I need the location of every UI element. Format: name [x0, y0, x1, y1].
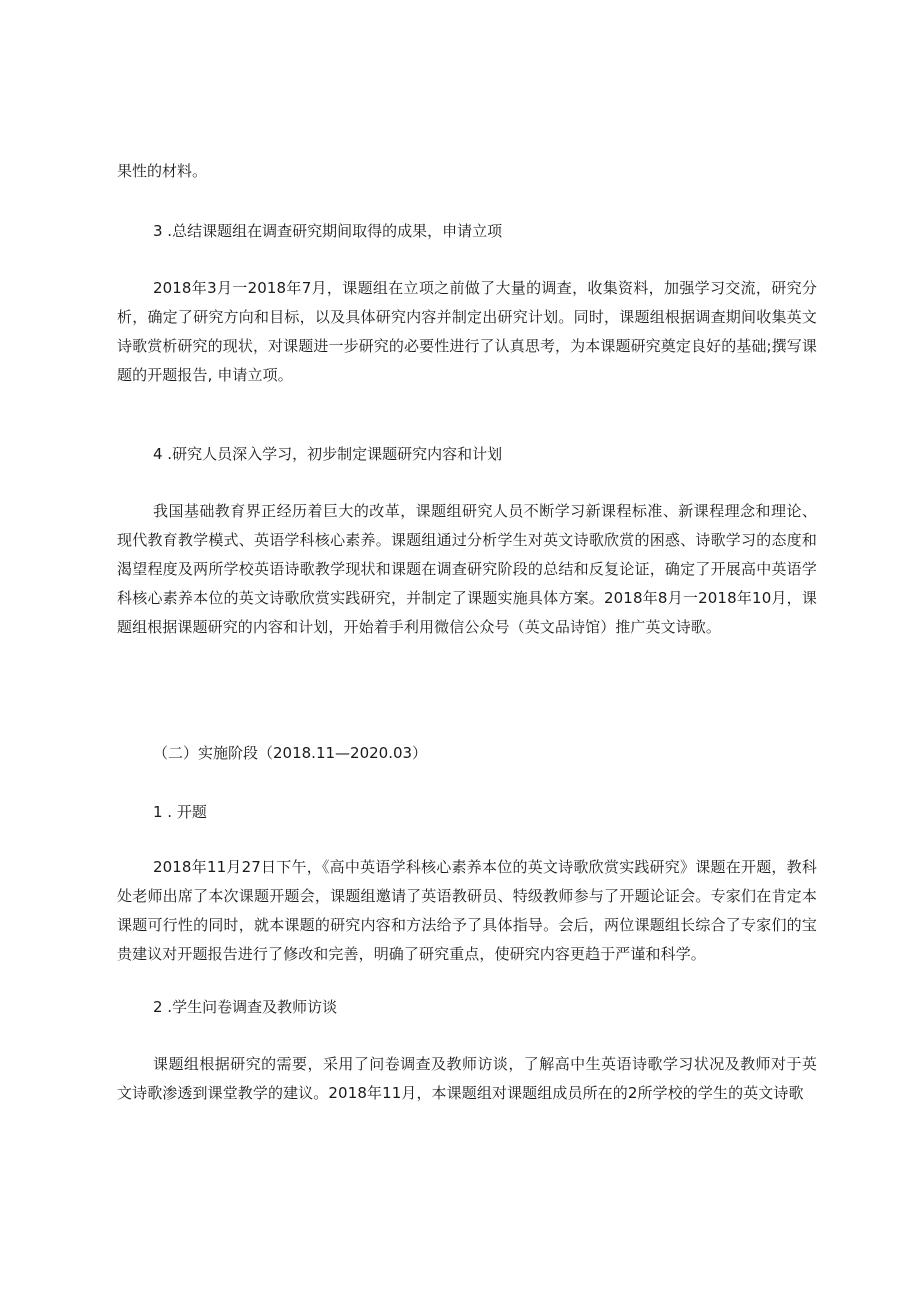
- paragraph-opening-meeting: 2018年11月27日下午，《高中英语学科核心素养本位的英文诗歌欣赏实践研究》课题在开题，教科处老师出席了本次课题开题会，课题组邀请了英语教研员、特级教师参与了开题论证会。专家们在肯定本课题可行性的同时，就本课题的研究内容和方法给予了具体指导。会后，两位课题组长综合了专家们的宝贵建议对开题报告进行了修改和完善，明确了研究重点，使研究内容更趋于严谨和科学。: [117, 858, 817, 963]
- paragraph-continuation: 果性的材料。: [117, 162, 208, 180]
- heading-4-study-plan: 4 .研究人员深入学习，初步制定课题研究内容和计划: [153, 445, 503, 463]
- paragraph-research-background: 我国基础教育界正经历着巨大的改革，课题组研究人员不断学习新课程标准、新课程理念和理论、现代教育教学模式、英语学科核心素养。课题组通过分析学生对英文诗歌欣赏的困惑、诗歌学习的态度和渴望程度及两所学校英语诗歌教学现状和课题在调查研究阶段的总结和反复论证，确定了开展高中英语学科核心素养本位的英文诗歌欣赏实践研究，并制定了课题实施具体方案。2018年8月一2018年10月，课题组根据课题研究的内容和计划，开始着手利用微信公众号（英文品诗馆）推广英文诗歌。: [117, 502, 817, 636]
- section-heading-implementation: （二）实施阶段（2018.11—2020.03）: [153, 744, 428, 762]
- heading-3-summarize-results: 3 .总结课题组在调查研究期间取得的成果，申请立项: [153, 222, 503, 240]
- heading-2-survey: 2 .学生问卷调查及教师访谈: [153, 998, 338, 1016]
- paragraph-survey: 课题组根据研究的需要，采用了问卷调查及教师访谈，了解高中生英语诗歌学习状况及教师对于英文诗歌渗透到课堂教学的建议。2018年11月，本课题组对课题组成员所在的2所学校的学生的英文诗歌: [117, 1055, 817, 1102]
- heading-1-opening: 1 . 开题: [153, 803, 207, 821]
- paragraph-preparation: 2018年3月一2018年7月，课题组在立项之前做了大量的调查，收集资料，加强学习交流，研究分析，确定了研究方向和目标，以及具体研究内容并制定出研究计划。同时，课题组根据调查期间收集英文诗歌赏析研究的现状，对课题进一步研究的必要性进行了认真思考，为本课题研究奠定良好的基础;撰写课题的开题报告, 申请立项。: [117, 279, 817, 384]
